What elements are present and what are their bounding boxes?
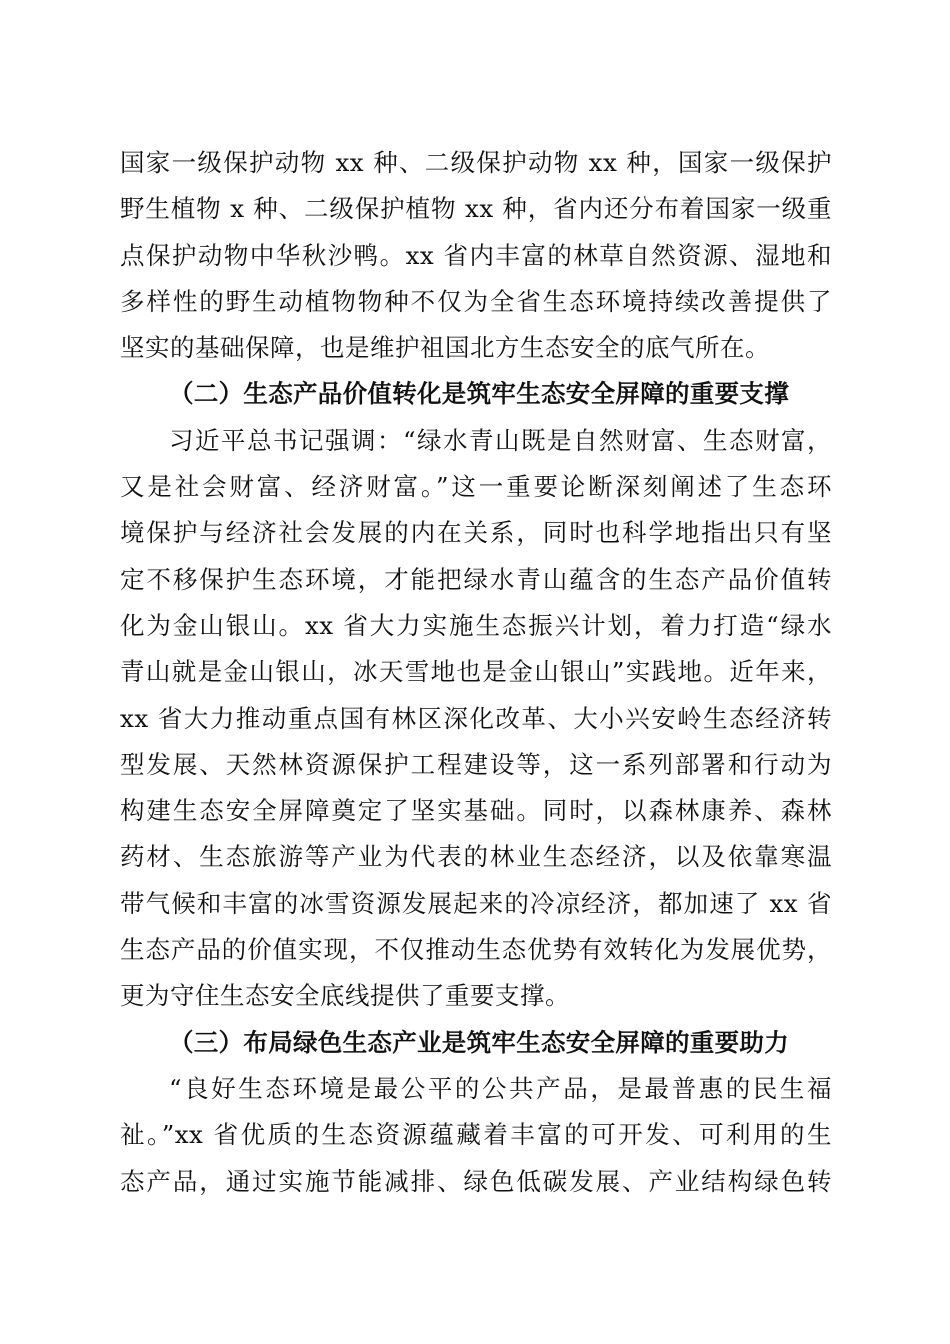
text-line: 祉。”xx 省优质的生态资源蕴藏着丰富的可开发、可利用的生 xyxy=(120,1120,832,1150)
text-line: 多样性的野生动植物物种不仅为全省生态环境持续改善提供了 xyxy=(120,286,832,316)
text-line: 青山就是金山银山，冰天雪地也是金山银山”实践地。近年来， xyxy=(120,657,832,687)
text-line: “良好生态环境是最公平的公共产品，是最普惠的民生福 xyxy=(169,1073,832,1103)
text-line: 又是社会财富、经济财富。”这一重要论断深刻阐述了生态环 xyxy=(120,472,832,502)
text-line: 态产品，通过实施节能减排、绿色低碳发展、产业结构绿色转 xyxy=(120,1166,832,1196)
text-line: 习近平总书记强调：“绿水青山既是自然财富、生态财富， xyxy=(169,425,832,455)
text-line: 国家一级保护动物 xx 种、二级保护动物 xx 种，国家一级保护 xyxy=(120,148,832,177)
text-line: 药材、生态旅游等产业为代表的林业生态经济，以及依靠寒温 xyxy=(120,842,832,872)
text-line: xx 省大力推动重点国有林区深化改革、大小兴安岭生态经济转 xyxy=(120,703,832,733)
document-body xyxy=(120,140,832,1205)
text-line: 化为金山银山。xx 省大力实施生态振兴计划，着力打造“绿水 xyxy=(120,610,832,640)
text-line: 定不移保护生态环境，才能把绿水青山蕴含的生态产品价值转 xyxy=(120,564,832,594)
text-line: 点保护动物中华秋沙鸭。xx 省内丰富的林草自然资源、湿地和 xyxy=(120,240,832,270)
section-heading-2: （二）生态产品价值转化是筑牢生态安全屏障的重要支撑 xyxy=(169,379,789,409)
text-line: 境保护与经济社会发展的内在关系，同时也科学地指出只有坚 xyxy=(120,518,832,548)
text-line: 野生植物 x 种、二级保护植物 xx 种，省内还分布着国家一级重 xyxy=(120,194,832,224)
section-heading-3: （三）布局绿色生态产业是筑牢生态安全屏障的重要助力 xyxy=(169,1027,789,1057)
text-line: 构建生态安全屏障奠定了坚实基础。同时，以森林康养、森林 xyxy=(120,796,832,826)
text-line: 型发展、天然林资源保护工程建设等，这一系列部署和行动为 xyxy=(120,749,832,779)
text-line: 坚实的基础保障，也是维护祖国北方生态安全的底气所在。 xyxy=(120,333,770,363)
text-line: 带气候和丰富的冰雪资源发展起来的冷凉经济，都加速了 xx 省 xyxy=(120,888,832,918)
text-line: 生态产品的价值实现，不仅推动生态优势有效转化为发展优势， xyxy=(120,935,832,965)
text-line: 更为守住生态安全底线提供了重要支撑。 xyxy=(120,981,570,1011)
